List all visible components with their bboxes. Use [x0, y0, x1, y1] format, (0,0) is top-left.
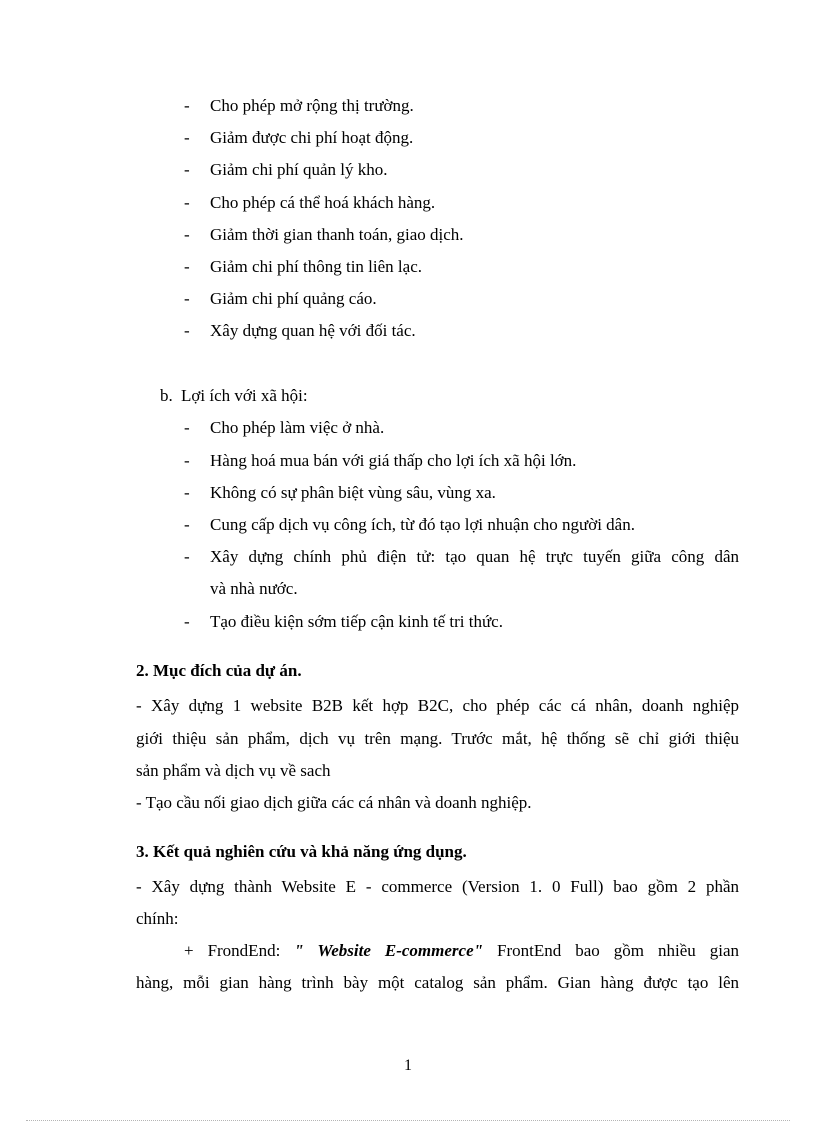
bullet-text: Cho phép cá thể hoá khách hàng.	[210, 193, 436, 212]
bullet-text: Giảm thời gian thanh toán, giao dịch.	[210, 225, 464, 244]
page-number: 1	[404, 1057, 412, 1074]
dash-marker: -	[184, 321, 190, 340]
bullet-continuation: và nhà nước.	[210, 579, 298, 598]
dash-marker: -	[184, 612, 190, 631]
frontend-prefix: + FrondEnd:	[184, 941, 295, 960]
frontend-rest: FrontEnd bao gồm nhiều gian	[483, 941, 739, 960]
bullet-text: Xây dựng quan hệ với đối tác.	[210, 321, 416, 340]
bullet-text: Hàng hoá mua bán với giá thấp cho lợi ích xã hội lớn.	[210, 451, 577, 470]
dash-marker: -	[184, 160, 190, 179]
dash-marker: -	[184, 418, 190, 437]
paragraph-line: sản phẩm và dịch vụ về sach	[136, 761, 331, 780]
paragraph-line: chính:	[136, 909, 179, 928]
bullet-text: Tạo điều kiện sớm tiếp cận kinh tế tri thức.	[210, 612, 503, 631]
paragraph-line: - Tạo cầu nối giao dịch giữa các cá nhân và doanh nghiệp.	[136, 793, 532, 812]
bullet-text: Giảm chi phí quảng cáo.	[210, 289, 377, 308]
paragraph-line: hàng, mỗi gian hàng trình bày một catalog sản phẩm. Gian hàng được tạo lên	[136, 973, 739, 992]
paragraph-line: - Xây dựng thành Website E - commerce (Version 1. 0 Full) bao gồm 2 phần	[136, 877, 739, 896]
bullet-text: Cung cấp dịch vụ công ích, từ đó tạo lợi nhuận cho người dân.	[210, 515, 635, 534]
dash-marker: -	[184, 128, 190, 147]
bullet-text: Xây dựng chính phủ điện tử: tạo quan hệ trực tuyến giữa công dân	[210, 547, 739, 566]
section-b-marker: b.	[160, 386, 173, 405]
section-2-heading: 2. Mục đích của dự án.	[136, 661, 302, 680]
section-b-title: Lợi ích với xã hội:	[181, 386, 308, 405]
dash-marker: -	[184, 225, 190, 244]
bullet-text: Cho phép làm việc ở nhà.	[210, 418, 385, 437]
dash-marker: -	[184, 547, 190, 566]
dash-marker: -	[184, 515, 190, 534]
bullet-text: Giảm được chi phí hoạt động.	[210, 128, 414, 147]
frontend-line	[184, 941, 739, 961]
paragraph-line: - Xây dựng 1 website B2B kết hợp B2C, cho phép các cá nhân, doanh nghiệp	[136, 696, 739, 715]
dash-marker: -	[184, 193, 190, 212]
dash-marker: -	[184, 451, 190, 470]
bullet-text: Giảm chi phí quản lý kho.	[210, 160, 388, 179]
page-bottom-divider	[26, 1120, 790, 1121]
dash-marker: -	[184, 257, 190, 276]
bullet-text: Không có sự phân biệt vùng sâu, vùng xa.	[210, 483, 496, 502]
section-b-heading	[160, 386, 308, 406]
dash-marker: -	[184, 96, 190, 115]
dash-marker: -	[184, 483, 190, 502]
bullet-text: Cho phép mở rộng thị trường.	[210, 96, 414, 115]
dash-marker: -	[184, 289, 190, 308]
paragraph-line: giới thiệu sản phẩm, dịch vụ trên mạng. Trước mắt, hệ thống sẽ chỉ giới thiệu	[136, 729, 739, 748]
frontend-title: " Website E-commerce"	[294, 941, 484, 960]
section-3-heading: 3. Kết quả nghiên cứu và khả năng ứng dụng.	[136, 842, 467, 861]
bullet-text: Giảm chi phí thông tin liên lạc.	[210, 257, 422, 276]
